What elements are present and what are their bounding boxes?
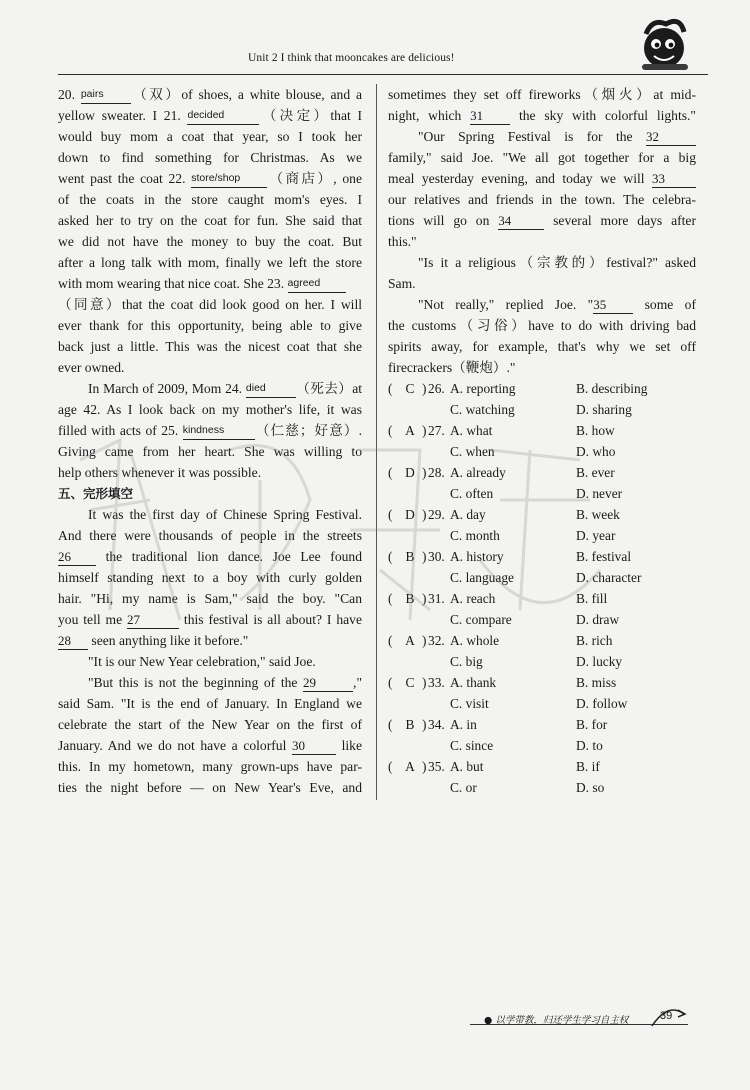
option-d: D. follow <box>576 696 628 711</box>
cloze-blank-32: 32 <box>646 129 696 146</box>
question-row-30-cd <box>388 567 696 588</box>
option-b: B. ever <box>576 465 615 480</box>
question-row-34-cd <box>388 735 696 756</box>
page-number: 39 <box>660 1010 673 1022</box>
text-line: tions will go on 34 several more days after <box>388 213 696 228</box>
option-d: D. so <box>576 780 605 795</box>
option-c: C. visit <box>450 696 489 711</box>
option-b: B. how <box>576 423 615 438</box>
cloze-blank-34: 34 <box>498 213 544 230</box>
answer-choice: B <box>405 591 415 606</box>
text-line: ties the night before — on New Year's Eve, and <box>58 780 362 795</box>
question-row-33-cd <box>388 693 696 714</box>
answer-blank-23: agreed <box>288 276 346 293</box>
question-row-27: ( A ) 27. A. what B. how <box>388 420 696 441</box>
question-row-35: ( A ) 35. A. but B. if <box>388 756 696 777</box>
text-line: spirits away, for example, that's why we set off <box>388 339 696 354</box>
question-row-29-cd <box>388 525 696 546</box>
question-row-30: ( B ) 30. A. history B. festival <box>388 546 696 567</box>
text-line: of the coats in the store caught mom's eyes. I <box>58 192 362 207</box>
text-line: down to find something for Christmas. As we <box>58 150 362 165</box>
option-b: B. festival <box>576 549 632 564</box>
answer-choice: C <box>405 675 415 690</box>
answer-blank-21: decided <box>187 108 259 125</box>
option-c: C. when <box>450 444 495 459</box>
text-line: "Is it a religious（宗教的）festival?" asked <box>418 255 696 270</box>
question-row-32: ( A ) 32. A. whole B. rich <box>388 630 696 651</box>
question-row-31-cd <box>388 609 696 630</box>
text-line: hair. "Hi, my name is Sam," said the boy. "Can <box>58 591 362 606</box>
text-line: age 42. As I look back on my mother's life, it was <box>58 402 362 417</box>
option-b: B. fill <box>576 591 608 606</box>
cloze-blank-31: 31 <box>470 108 510 125</box>
text-line: asked her to try on the coat for fun. She said that <box>58 213 362 228</box>
text-line: （同意）that the coat did look good on her. I will <box>58 297 362 312</box>
option-c: C. watching <box>450 402 515 417</box>
column-divider <box>376 84 377 800</box>
answer-blank-24: died <box>246 381 296 398</box>
option-d: D. sharing <box>576 402 632 417</box>
option-a: A. thank <box>450 675 497 690</box>
option-c: C. or <box>450 780 477 795</box>
text-line: 20. pairs （双）of shoes, a white blouse, and a <box>58 87 362 102</box>
option-a: A. in <box>450 717 477 732</box>
option-c: C. language <box>450 570 514 585</box>
right-column <box>388 84 696 798</box>
cloze-blank-27: 27 <box>127 612 179 629</box>
text-line: ever owned. <box>58 360 125 375</box>
option-b: B. if <box>576 759 600 774</box>
text-line: In March of 2009, Mom 24. died （死去）at <box>88 381 363 396</box>
question-row-35-cd <box>388 777 696 798</box>
footer-slogan: ● 以学带教，归还学生学习自主权 <box>484 1015 629 1026</box>
text-line: "But this is not the beginning of the 29 ," <box>88 675 362 690</box>
option-c: C. big <box>450 654 483 669</box>
text-line: we did not have the money to buy the coat. But <box>58 234 362 249</box>
text-line: Giving came from her heart. She was willing to <box>58 444 362 459</box>
option-a: A. whole <box>450 633 500 648</box>
option-d: D. who <box>576 444 616 459</box>
text-line: yellow sweater. I 21. decided （决定）that I <box>58 108 362 123</box>
text-line: firecrackers（鞭炮）." <box>388 360 516 375</box>
option-b: B. week <box>576 507 620 522</box>
text-line: night, which 31 the sky with colorful lights." <box>388 108 696 123</box>
option-b: B. describing <box>576 381 648 396</box>
text-line: went past the coat 22. store/shop （商店）, one <box>58 171 362 186</box>
answer-choice: A <box>405 759 415 774</box>
option-d: D. to <box>576 738 603 753</box>
option-a: A. history <box>450 549 504 564</box>
cloze-blank-35: 35 <box>593 297 633 314</box>
text-line: family," said Joe. "We all got together for a big <box>388 150 696 165</box>
option-a: A. already <box>450 465 506 480</box>
text-line: meal yesterday evening, and today we will 33 <box>388 168 696 189</box>
answer-choice: C <box>405 381 415 396</box>
answer-blank-22: store/shop <box>191 171 267 188</box>
option-b: B. for <box>576 717 608 732</box>
cloze-blank-30: 30 <box>292 738 336 755</box>
unit-title: Unit 2 I think that mooncakes are delicious! <box>248 52 455 64</box>
option-a: A. reach <box>450 591 496 606</box>
text-line: "Not really," replied Joe. "35 some of <box>418 297 696 312</box>
cloze-blank-29: 29 <box>303 675 353 692</box>
text-line: the customs（习俗）have to do with driving bad <box>388 318 696 333</box>
text-line: back just a little. This was the nicest coat that she <box>58 339 362 354</box>
text-line: celebrate the start of the New Year on the first of <box>58 717 362 732</box>
cloze-blank-28: 28 <box>58 633 88 650</box>
option-c: C. month <box>450 528 500 543</box>
text-line: our relatives and friends in the town. The celebra- <box>388 192 696 207</box>
answer-choice: B <box>405 549 415 564</box>
option-c: C. often <box>450 486 494 501</box>
text-line: It was the first day of Chinese Spring Festival. <box>88 507 362 522</box>
option-d: D. year <box>576 528 616 543</box>
text-line: And there were thousands of people in the streets <box>58 528 362 543</box>
left-column <box>58 84 362 798</box>
option-a: A. day <box>450 507 486 522</box>
question-row-31: ( B ) 31. A. reach B. fill <box>388 588 696 609</box>
option-b: B. rich <box>576 633 613 648</box>
text-line: sometimes they set off fireworks（烟火）at mid- <box>388 87 696 102</box>
text-line: this." <box>388 234 417 249</box>
answer-blank-20: pairs <box>81 87 131 104</box>
answer-choice: D <box>405 465 415 480</box>
question-row-29: ( D ) 29. A. day B. week <box>388 504 696 525</box>
question-row-28: ( D ) 28. A. already B. ever <box>388 462 696 483</box>
question-row-34: ( B ) 34. A. in B. for <box>388 714 696 735</box>
text-line: Sam. <box>388 276 416 291</box>
text-line: said Sam. "It is the end of January. In England we <box>58 696 362 711</box>
text-line: 26 the traditional lion dance. Joe Lee found <box>58 549 363 564</box>
text-line: with mom wearing that nice coat. She 23. agreed <box>58 273 362 294</box>
option-c: C. compare <box>450 612 512 627</box>
cloze-blank-26: 26 <box>58 549 96 566</box>
text-line: after a long talk with mom, finally we left the store <box>58 255 362 270</box>
answer-blank-25: kindness <box>183 423 255 440</box>
text-line: help others whenever it was possible. <box>58 465 262 480</box>
question-row-28-cd <box>388 483 696 504</box>
text-line: 28 seen anything like it before." <box>58 633 249 648</box>
question-row-26: ( C ) 26. A. reporting B. describing <box>388 378 696 399</box>
text-line: January. And we do not have a colorful 30 like <box>58 738 362 753</box>
text-line: "Our Spring Festival is for the 32 <box>388 126 696 147</box>
text-line: this. In my hometown, many grown-ups have par- <box>58 759 362 774</box>
option-a: A. but <box>450 759 484 774</box>
question-row-32-cd <box>388 651 696 672</box>
question-row-27-cd <box>388 441 696 462</box>
text-line: ever thank for this opportunity, being able to give <box>58 318 362 333</box>
option-d: D. never <box>576 486 623 501</box>
text-line: you tell me 27 this festival is all about? I have <box>58 612 362 627</box>
cloze-blank-33: 33 <box>652 171 696 188</box>
answer-choice: D <box>405 507 415 522</box>
text-line: himself standing next to a boy with curly golden <box>58 570 362 585</box>
option-a: A. reporting <box>450 381 516 396</box>
option-d: D. character <box>576 570 642 585</box>
option-a: A. what <box>450 423 493 438</box>
answer-choice: A <box>405 423 415 438</box>
option-d: D. draw <box>576 612 620 627</box>
answer-choice: B <box>405 717 415 732</box>
section-heading: 五、完形填空 <box>58 486 134 501</box>
question-row-33: ( C ) 33. A. thank B. miss <box>388 672 696 693</box>
text-line: "It is our New Year celebration," said Joe. <box>88 654 316 669</box>
answer-choice: A <box>405 633 415 648</box>
mascot-logo-icon <box>636 12 694 74</box>
option-b: B. miss <box>576 675 617 690</box>
option-c: C. since <box>450 738 494 753</box>
question-row-26-cd <box>388 399 696 420</box>
text-line: filled with acts of 25. kindness （仁慈；好意）. <box>58 423 362 438</box>
option-d: D. lucky <box>576 654 623 669</box>
text-line: would buy mom a coat that year, so I took her <box>58 129 362 144</box>
multiple-choice-list <box>388 378 696 798</box>
